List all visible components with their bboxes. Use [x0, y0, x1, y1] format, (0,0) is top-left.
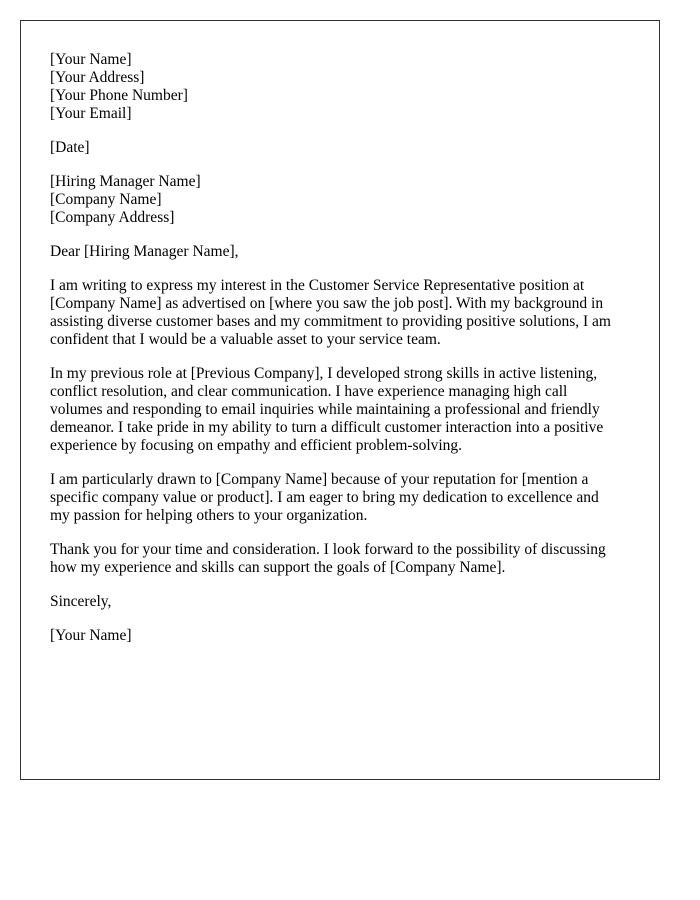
body-line: I am writing to express my interest in the Customer Service Representative position at [50, 277, 585, 294]
salutation-block [50, 243, 640, 261]
body-line: Thank you for your time and consideration. I look forward to the possibility of discussing [50, 541, 606, 558]
body-paragraph-2 [50, 365, 640, 455]
recipient-manager: [Hiring Manager Name] [50, 173, 201, 190]
recipient-block [50, 173, 640, 227]
body-paragraph-3 [50, 471, 640, 525]
sender-name: [Your Name] [50, 51, 132, 68]
letter-date: [Date] [50, 139, 90, 156]
sender-address: [Your Address] [50, 69, 145, 86]
body-line: assisting diverse customer bases and my commitment to providing positive solutions, I am [50, 313, 611, 330]
document-page [20, 20, 660, 780]
body-line: In my previous role at [Previous Company], I developed strong skills in active listening, [50, 365, 598, 382]
recipient-address: [Company Address] [50, 209, 175, 226]
body-line: confident that I would be a valuable asset to your service team. [50, 331, 441, 348]
body-paragraph-1 [50, 277, 640, 349]
body-line: conflict resolution, and clear communication. I have experience managing high call [50, 383, 568, 400]
signature: [Your Name] [50, 627, 132, 644]
sender-email: [Your Email] [50, 105, 132, 122]
body-line: my passion for helping others to your organization. [50, 507, 368, 524]
recipient-company: [Company Name] [50, 191, 162, 208]
sender-phone: [Your Phone Number] [50, 87, 188, 104]
body-line: experience by focusing on empathy and efficient problem-solving. [50, 437, 463, 454]
body-line: volumes and responding to email inquiries while maintaining a professional and friendly [50, 401, 600, 418]
body-line: specific company value or product]. I am eager to bring my dedication to excellence and [50, 489, 599, 506]
body-paragraph-4 [50, 541, 640, 577]
closing: Sincerely, [50, 593, 112, 610]
signature-block [50, 627, 640, 645]
sender-block [50, 51, 640, 123]
date-block [50, 139, 640, 157]
cover-letter [50, 51, 640, 661]
closing-block [50, 593, 640, 611]
body-line: how my experience and skills can support the goals of [Company Name]. [50, 559, 506, 576]
body-line: demeanor. I take pride in my ability to turn a difficult customer interaction into a positive [50, 419, 604, 436]
salutation: Dear [Hiring Manager Name], [50, 243, 239, 260]
body-line: I am particularly drawn to [Company Name] because of your reputation for [mention a [50, 471, 589, 488]
body-line: [Company Name] as advertised on [where you saw the job post]. With my background in [50, 295, 604, 312]
